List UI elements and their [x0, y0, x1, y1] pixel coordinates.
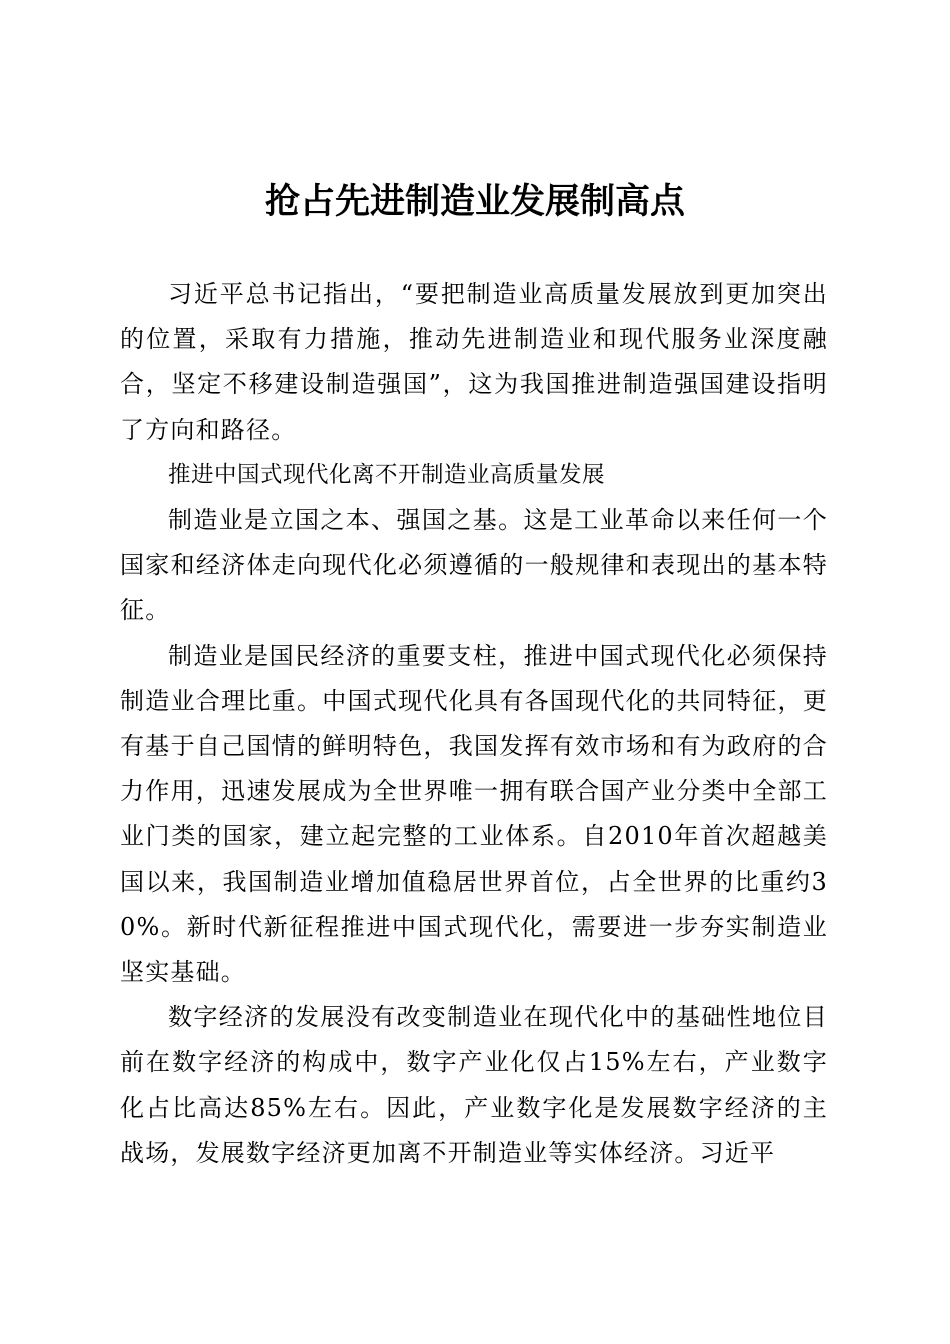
paragraph-intro: 习近平总书记指出，“要把制造业高质量发展放到更加突出的位置，采取有力措施，推动先进制造业和现代服务业深度融合，坚定不移建设制造强国”，这为我国推进制造强国建设指明了方向和路径。	[120, 280, 828, 444]
paragraph-pillar: 制造业是国民经济的重要支柱，推进中国式现代化必须保持制造业合理比重。中国式现代化具有各国现代化的共同特征，更有基于自己国情的鲜明特色，我国发挥有效市场和有为政府的合力作用，迅速发展成为全世界唯一拥有联合国产业分类中全部工业门类的国家，建立起完整的工业体系。自2010年首次超越美国以来，我国制造业增加值稳居世界首位，占全世界的比重约30%。新时代新征程推进中国式现代化，需要进一步夯实制造业坚实基础。	[120, 641, 828, 987]
document-body	[120, 272, 828, 1176]
document-title: 抢占先进制造业发展制高点	[264, 181, 685, 222]
paragraph-foundation: 制造业是立国之本、强国之基。这是工业革命以来任何一个国家和经济体走向现代化必须遵循的一般规律和表现出的基本特征。	[120, 506, 828, 625]
paragraph-digital-economy: 数字经济的发展没有改变制造业在现代化中的基础性地位目前在数字经济的构成中，数字产业化仅占15%左右，产业数字化占比高达85%左右。因此，产业数字化是发展数字经济的主战场，发展数字经济更加离不开制造业等实体经济。习近平	[120, 1003, 828, 1167]
section-heading: 推进中国式现代化离不开制造业高质量发展	[168, 461, 606, 488]
